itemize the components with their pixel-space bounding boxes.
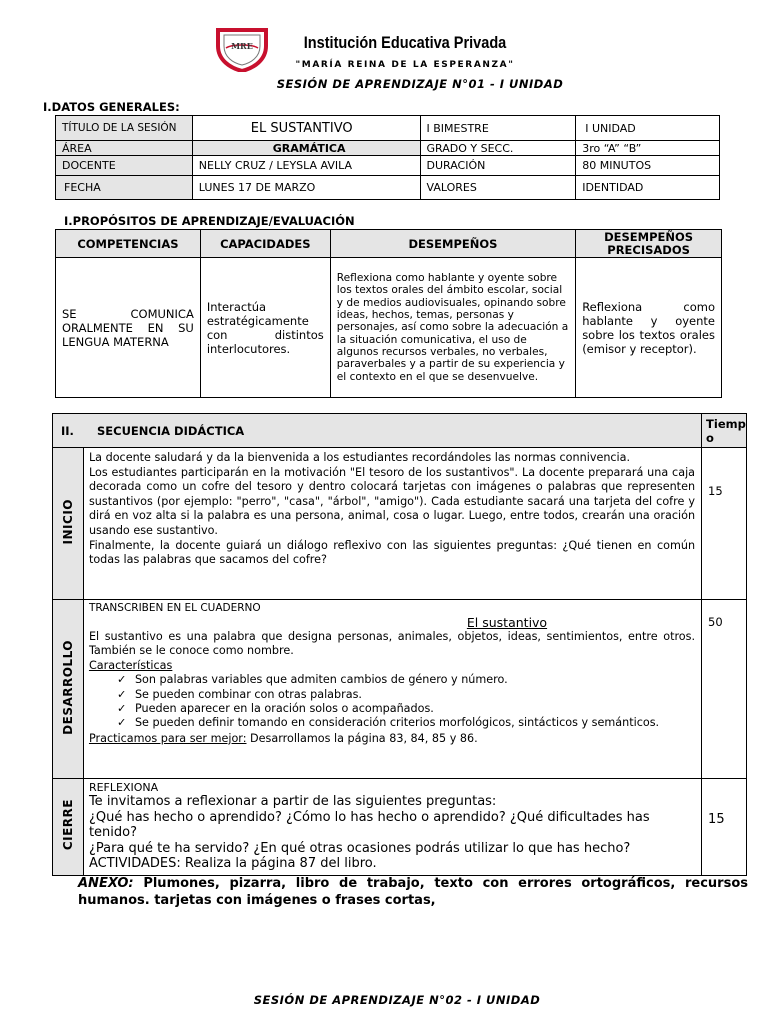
list-item: ✓ Son palabras variables que admiten cambios de género y número. (117, 673, 695, 687)
reflexiona-label: REFLEXIONA (88, 781, 159, 794)
value-valores: IDENTIDAD (576, 176, 720, 200)
desempeno-precisado-cell: Reflexiona como hablante y oyente sobre los textos orales (emisor y receptor). (576, 258, 722, 398)
datos-table (55, 115, 720, 200)
desarrollo-label: DESARROLLO (60, 639, 75, 735)
inicio-paragraph: Los estudiantes participarán en la motivación "El tesoro de los sustantivos". La docente preparará una caja decorada como un cofre del tesoro y dentro colocará tarjetas con imágenes o palabras que representen sustantivos (por ejemplo: "perro", "casa", "árbol", "amigo"). Cada estudiante sacará una tarjeta del cofre y dirá en voz alta si la palabra es una persona, animal, cosa o lugar. Luego, entre todos, crearán una oración usando ese sustantivo. (88, 465, 696, 537)
propositos-row (56, 258, 722, 398)
caracteristicas-label: Características (88, 658, 173, 672)
caracteristicas-list (89, 673, 695, 731)
value-duracion: 80 MINUTOS (576, 156, 720, 176)
datos-row (56, 116, 720, 141)
inicio-label: INICIO (60, 498, 75, 545)
cierre-line: Te invitamos a reflexionar a partir de las siguientes preguntas: (88, 794, 497, 809)
value-fecha: LUNES 17 DE MARZO (192, 176, 420, 200)
next-session-title: SESIÓN DE APRENDIZAJE N°02 - I UNIDAD (253, 993, 541, 1007)
tiempo-header: Tiempo (702, 414, 747, 448)
header-competencias: COMPETENCIAS (56, 230, 201, 258)
inicio-row (53, 448, 747, 600)
cierre-label: CIERRE (60, 799, 75, 851)
label-grado: GRADO Y SECC. (420, 141, 576, 156)
anexo-text: Plumones, pizarra, libro de trabajo, texto con errores ortográficos, recursos humanos. tarjetas con imágenes o frases cortas, (78, 876, 748, 908)
label-area: ÁREA (56, 141, 193, 156)
cierre-line: ACTIVIDADES: Realiza la página 87 del libro. (88, 856, 377, 872)
capacidad-cell: Interactúa estratégicamente con distintos interlocutores. (200, 258, 330, 398)
header-desempenos: DESEMPEÑOS (330, 230, 575, 258)
inicio-content (83, 448, 701, 600)
label-duracion: DURACIÓN (420, 156, 576, 176)
session-title: SESIÓN DE APRENDIZAJE N°01 - I UNIDAD (276, 77, 564, 91)
desempeno-cell: Reflexiona como hablante y oyente sobre los textos orales del ámbito escolar, social y de medios audiovisuales, opinando sobre ideas, hechos, temas, personas y personajes, así como sobre la adecuación a la situación comunicativa, el uso de algunos recursos verbales, no verbales, paraverbales y a partir de su experiencia y el contexto en el que se desenvuelve. (330, 258, 575, 398)
inicio-paragraph: Finalmente, la docente guiará un diálogo reflexivo con las siguientes preguntas: ¿Qué tienen en común todas las palabras que sacamos del cofre? (88, 538, 696, 567)
propositos-heading: I.PROPÓSITOS DE APRENDIZAJE/EVALUACIÓN (64, 214, 355, 228)
datos-row (56, 141, 720, 156)
anexo-label: ANEXO: (78, 876, 134, 891)
cierre-row (53, 779, 747, 876)
anexo (78, 876, 748, 909)
datos-heading: I.DATOS GENERALES: (43, 100, 180, 114)
value-area: GRAMÁTICA (192, 141, 420, 156)
value-grado: 3ro “A” “B” (576, 141, 720, 156)
label-fecha: FECHA (56, 176, 193, 200)
inicio-time: 15 (702, 448, 747, 600)
propositos-header-row (56, 230, 722, 258)
label-titulo: TÍTULO DE LA SESIÓN (56, 116, 193, 141)
desarrollo-definition: El sustantivo es una palabra que designa personas, animales, objetos, ideas, sentimientos, entre otros. También se le conoce como nombre. (88, 630, 696, 658)
value-unidad: I UNIDAD (576, 116, 720, 141)
secuencia-number: II. (61, 423, 74, 438)
desarrollo-content (83, 600, 701, 779)
list-item: ✓ Se pueden definir tomando en consideración criterios morfológicos, sintácticos y semánticos. (117, 716, 695, 730)
secuencia-header-row (53, 414, 747, 448)
transcriben-label: TRANSCRIBEN EN EL CUADERNO (88, 602, 261, 614)
practice-label: Practicamos para ser mejor: (88, 731, 247, 745)
cierre-content (83, 779, 701, 876)
practice-text: Desarrollamos la página 83, 84, 85 y 86. (246, 731, 478, 745)
logo-monogram: MRE (231, 41, 253, 51)
label-bimestre: I BIMESTRE (420, 116, 576, 141)
institution-title: Institución Educativa Privada (303, 34, 507, 52)
list-item: ✓ Pueden aparecer en la oración solos o acompañados. (117, 702, 695, 716)
propositos-table (55, 229, 722, 398)
value-docente: NELLY CRUZ / LEYSLA AVILA (192, 156, 420, 176)
label-docente: DOCENTE (56, 156, 193, 176)
cierre-time: 15 (702, 779, 747, 876)
datos-row (56, 176, 720, 200)
desarrollo-time: 50 (702, 600, 747, 779)
secuencia-table (52, 413, 747, 876)
header-capacidades: CAPACIDADES (200, 230, 330, 258)
inicio-paragraph: La docente saludará y da la bienvenida a los estudiantes recordándoles las normas connivencia. (88, 451, 631, 464)
list-item: ✓ Se pueden combinar con otras palabras. (117, 688, 695, 702)
desarrollo-title: El sustantivo (466, 615, 548, 630)
cierre-line: ¿Qué has hecho o aprendido? ¿Cómo lo has hecho o aprendido? ¿Qué dificultades has tenido? (88, 809, 650, 841)
cierre-line: ¿Para qué te ha servido? ¿En qué otras ocasiones podrás utilizar lo que has hecho? (88, 840, 631, 856)
datos-row (56, 156, 720, 176)
desarrollo-row (53, 600, 747, 779)
competencia-cell: SE COMUNICA ORALMENTE EN SU LENGUA MATERNA (56, 258, 201, 398)
school-name: "MARÍA REINA DE LA ESPERANZA" (295, 60, 515, 70)
label-valores: VALORES (420, 176, 576, 200)
secuencia-heading: SECUENCIA DIDÁCTICA (97, 423, 245, 438)
value-titulo: EL SUSTANTIVO (192, 116, 420, 141)
header-desempenos-precisados: DESEMPEÑOS PRECISADOS (576, 230, 722, 258)
